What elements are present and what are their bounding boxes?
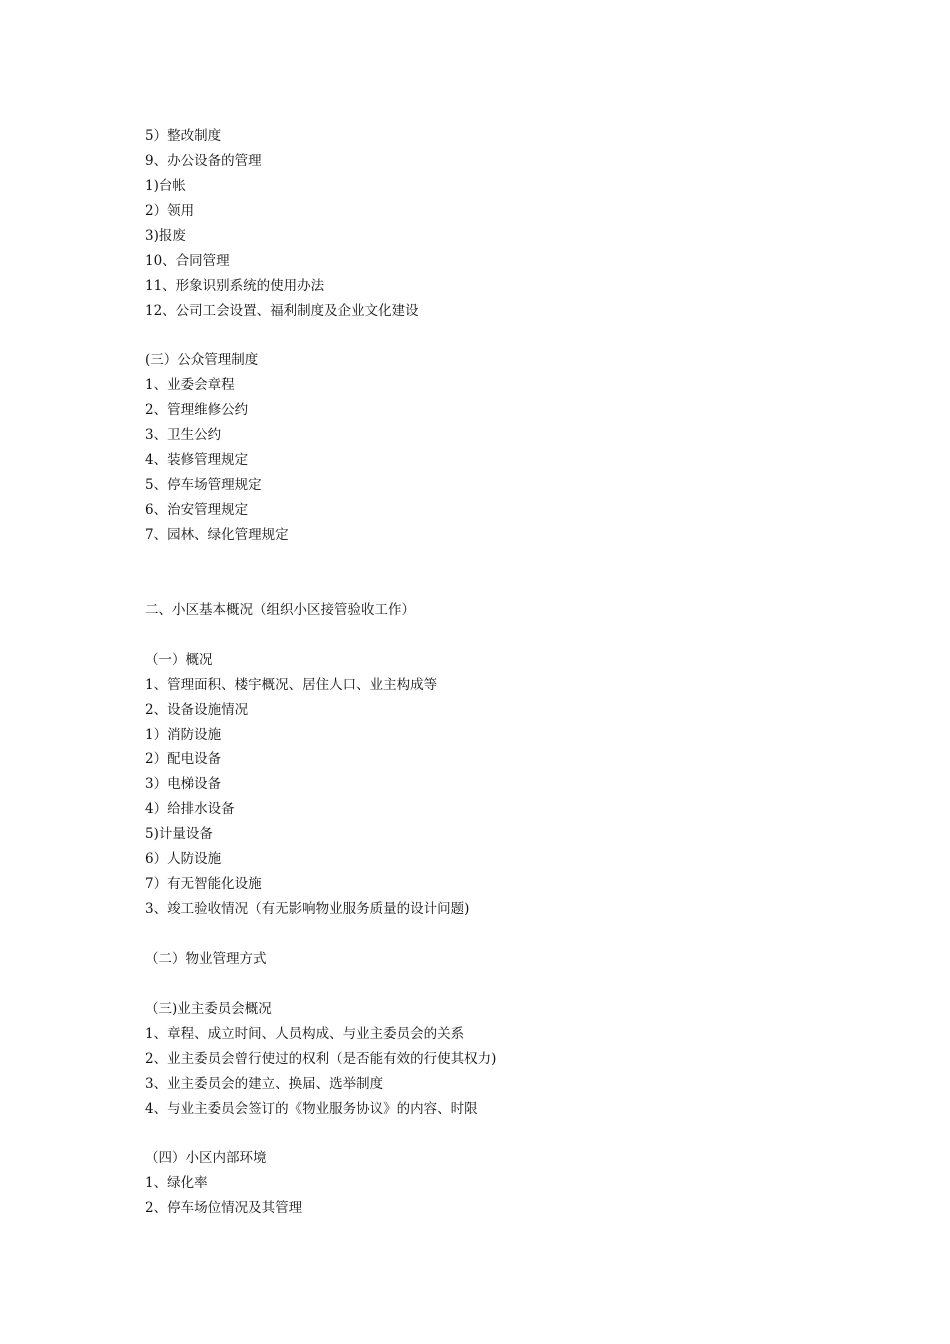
text-line: 1、章程、成立时间、人员构成、与业主委员会的关系 (145, 1025, 465, 1042)
text-line: 5、停车场管理规定 (145, 477, 262, 494)
blank-line (145, 922, 845, 947)
section-heading: 9、办公设备的管理 (145, 152, 262, 169)
document-body (145, 124, 845, 1221)
blank-line (145, 623, 845, 648)
blank-line (145, 548, 845, 573)
subsection-heading: （四）小区内部环境 (145, 1150, 267, 1167)
section-heading: 12、公司工会设置、福利制度及企业文化建设 (145, 302, 419, 319)
text-line: 7、园林、绿化管理规定 (145, 527, 289, 543)
blank-line (145, 1122, 845, 1147)
text-line: 1）消防设施 (145, 726, 222, 743)
text-line: 3、卫生公约 (145, 427, 222, 444)
subsection-heading: (三）公众管理制度 (145, 352, 259, 369)
section-heading: 11、形象识别系统的使用办法 (145, 277, 325, 294)
text-line: 4）给排水设备 (145, 801, 235, 818)
text-line: 2、停车场位情况及其管理 (145, 1200, 303, 1217)
text-line: 1、业委会章程 (145, 377, 235, 394)
text-line: 4、与业主委员会签订的《物业服务协议》的内容、时限 (145, 1100, 478, 1117)
text-line: 4、装修管理规定 (145, 452, 249, 469)
section-heading: 10、合同管理 (145, 252, 230, 269)
text-line: 2、设备设施情况 (145, 701, 249, 718)
subsection-heading: （三)业主委员会概况 (145, 1000, 272, 1017)
text-line: 2）领用 (145, 202, 195, 219)
text-line: 3）电梯设备 (145, 776, 222, 793)
text-line: 2、管理维修公约 (145, 402, 249, 419)
chapter-heading: 二、小区基本概况（组织小区接管验收工作） (145, 601, 415, 618)
subsection-heading: （二）物业管理方式 (145, 950, 267, 967)
blank-line (145, 972, 845, 997)
text-line: 3、竣工验收情况（有无影响物业服务质量的设计问题) (145, 901, 470, 918)
text-line: 1、管理面积、楼宇概况、居住人口、业主构成等 (145, 676, 438, 693)
text-line: 2、业主委员会曾行使过的权利（是否能有效的行使其权力) (145, 1050, 497, 1067)
blank-line (145, 573, 845, 598)
text-line: 3、业主委员会的建立、换届、选举制度 (145, 1075, 384, 1092)
subsection-heading: （一）概况 (145, 651, 213, 668)
text-line: 6、治安管理规定 (145, 502, 249, 519)
text-line: 7）有无智能化设施 (145, 876, 262, 893)
text-line: 3)报废 (145, 227, 186, 244)
text-line: 5）整改制度 (145, 128, 222, 144)
text-line: 1)台帐 (145, 177, 186, 194)
text-line: 5)计量设备 (145, 826, 213, 843)
blank-line (145, 324, 845, 349)
text-line: 1、绿化率 (145, 1175, 208, 1192)
text-line: 6）人防设施 (145, 851, 222, 868)
text-line: 2）配电设备 (145, 751, 222, 768)
